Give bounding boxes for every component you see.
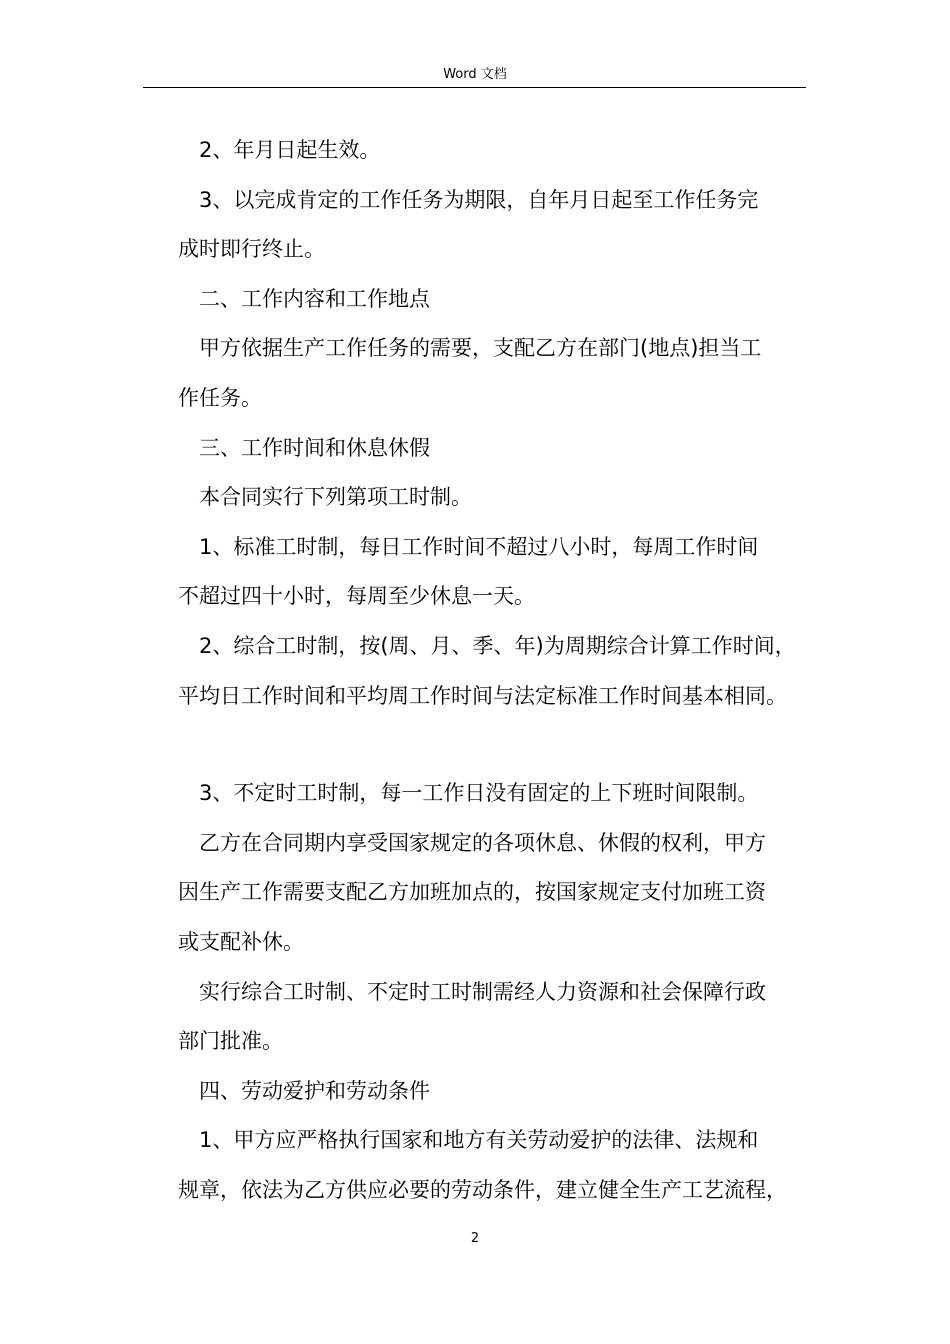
text-line: 平均日工作时间和平均周工作时间与法定标准工作时间基本相同。 [178,683,787,708]
header-divider [143,87,806,88]
page-footer [0,1230,950,1248]
text-line: 不超过四十小时，每周至少休息一天。 [178,584,535,609]
text-line: 或支配补休。 [178,929,304,954]
header-title: Word 文档 [443,67,507,82]
text-line: 因生产工作需要支配乙方加班加点的，按国家规定支付加班工资 [178,880,766,905]
text-line: 2、年月日起生效。 [199,138,381,162]
text-line: 本合同实行下列第项工时制。 [199,485,472,510]
text-line: 甲方依据生产工作任务的需要，支配乙方在部门(地点)担当工 [199,336,762,361]
text-line: 1、标准工时制，每日工作时间不超过八小时，每周工作时间 [199,534,759,559]
text-line: 2、综合工时制，按(周、月、季、年)为周期综合计算工作时间， [199,633,796,658]
text-line: 三、工作时间和休息休假 [199,435,430,460]
text-line: 实行综合工时制、不定时工时制需经人力资源和社会保障行政 [199,979,766,1004]
text-line: 乙方在合同期内享受国家规定的各项休息、休假的权利，甲方 [199,830,766,855]
text-line: 四、劳动爱护和劳动条件 [199,1078,430,1103]
text-line: 作任务。 [178,385,262,410]
page-header [0,66,950,84]
text-line: 规章，依法为乙方供应必要的劳动条件，建立健全生产工艺流程， [178,1177,787,1202]
text-line: 3、不定时工时制，每一工作日没有固定的上下班时间限制。 [199,781,759,806]
page-number: 2 [470,1231,480,1246]
text-line: 二、工作内容和工作地点 [199,286,430,311]
text-line: 1、甲方应严格执行国家和地方有关劳动爱护的法律、法规和 [199,1128,759,1153]
text-line: 部门批准。 [178,1029,283,1054]
text-line: 成时即行终止。 [178,237,325,262]
text-line: 3、以完成肯定的工作任务为期限，自年月日起至工作任务完 [199,187,759,212]
document-body [178,126,823,1215]
